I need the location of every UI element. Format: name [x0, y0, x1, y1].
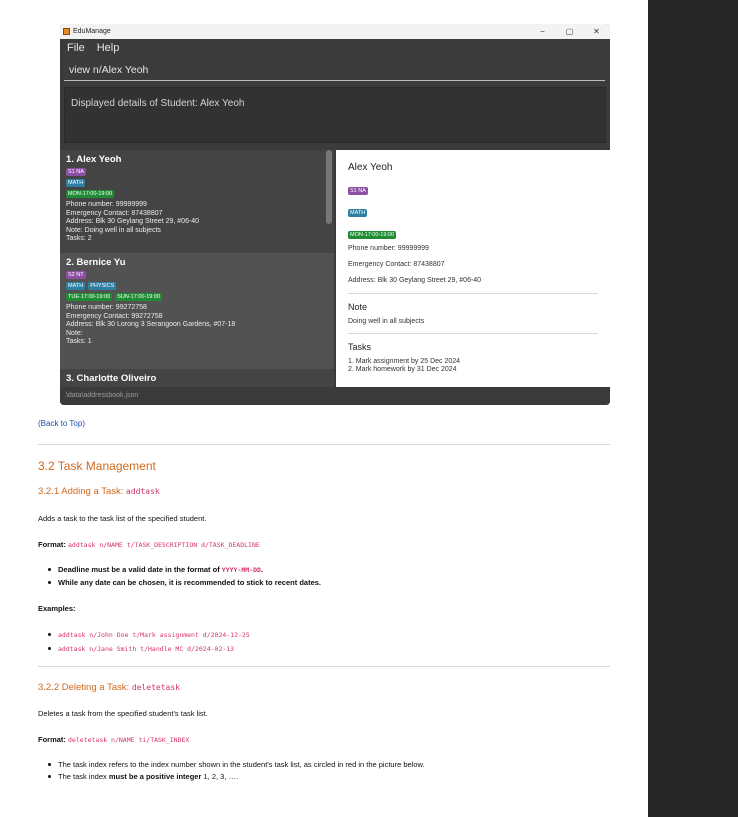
- student-address: Address: Blk 30 Geylang Street 29, #06-40: [66, 218, 200, 225]
- student-note: Note:: [66, 329, 83, 337]
- detail-name: Alex Yeoh: [348, 162, 393, 173]
- back-to-top-link[interactable]: (Back to Top): [38, 419, 85, 428]
- list-scrollbar[interactable]: [326, 150, 332, 224]
- menu-file[interactable]: File: [67, 42, 85, 54]
- delete-description: Deletes a task from the specified student's task list.: [38, 709, 208, 718]
- divider: [348, 333, 598, 334]
- student-card[interactable]: [60, 369, 334, 387]
- menu-bar: [60, 39, 610, 57]
- lesson-tag: SUN-17:00-19:00: [117, 294, 161, 300]
- date-format-code: YYYY-MM-DD: [221, 566, 261, 574]
- app-icon: [63, 28, 70, 35]
- divider: [38, 444, 610, 445]
- add-description: Adds a task to the task list of the specified student.: [38, 514, 207, 523]
- right-dark-panel: [648, 0, 738, 817]
- example-code: addtask n/John Doe t/Mark assignment d/2024-12-25: [58, 631, 250, 639]
- subject-tag: PHYSICS: [90, 283, 115, 289]
- format-label: Format:: [38, 540, 66, 549]
- lesson-tag: TUE-17:00-19:00: [68, 294, 111, 300]
- list-item: [48, 644, 250, 654]
- delete-notes-list: [48, 760, 425, 784]
- examples-list: [48, 630, 250, 658]
- detail-level-tag: S1 NA: [350, 188, 366, 194]
- student-tasks: Tasks: 2: [66, 235, 92, 242]
- heading-code: deletetask: [131, 683, 180, 692]
- detail-address: Address: Blk 30 Geylang Street 29, #06-40: [348, 277, 482, 284]
- detail-note: Doing well in all subjects: [348, 318, 425, 325]
- add-format: [38, 540, 260, 549]
- list-item: [48, 630, 250, 640]
- examples-label: Examples:: [38, 604, 76, 613]
- student-detail-panel: [336, 150, 610, 387]
- subject-tag: MATH: [68, 180, 84, 186]
- detail-note-heading: Note: [348, 302, 368, 312]
- note-text: Deadline must be a valid date in the format of: [58, 565, 220, 574]
- student-phone: Phone number: 99999999: [66, 201, 147, 208]
- note-end: .: [260, 565, 264, 574]
- maximize-button[interactable]: ▢: [565, 27, 574, 36]
- lesson-tag: MON-17:00-19:00: [68, 191, 113, 197]
- heading-code: addtask: [126, 487, 160, 496]
- detail-subject-tag: MATH: [350, 210, 366, 216]
- list-item: [48, 565, 321, 575]
- detail-emergency: Emergency Contact: 87438807: [348, 261, 445, 268]
- list-item: [48, 772, 425, 781]
- detail-lesson-tag: MON-17:00-19:00: [350, 232, 395, 238]
- note-text: 1, 2, 3, ….: [203, 772, 239, 781]
- student-note: Note: Doing well in all subjects: [66, 226, 161, 234]
- divider: [348, 293, 598, 294]
- detail-tasks-heading: Tasks: [348, 342, 372, 352]
- section-heading: 3.2 Task Management: [38, 459, 156, 473]
- divider: [38, 666, 610, 667]
- student-address: Address: Blk 30 Lorong 3 Serangoon Gardens, #07-18: [66, 321, 236, 328]
- example-code: addtask n/Jane Smith t/Handle MC d/2024-02-13: [58, 645, 235, 653]
- list-item: The task index refers to the index number shown in the student's task list, as circled in red in the picture below.: [48, 760, 425, 769]
- student-phone: Phone number: 99272758: [66, 304, 147, 311]
- student-card[interactable]: [60, 253, 334, 369]
- minimize-button[interactable]: −: [540, 27, 545, 36]
- note-text: The task index: [58, 772, 107, 781]
- student-tasks: Tasks: 1: [66, 338, 92, 345]
- subject-tag: MATH: [68, 283, 84, 289]
- delete-format: [38, 735, 189, 744]
- level-tag: S1 NA: [68, 169, 84, 175]
- note-bold: must be a positive integer: [108, 772, 202, 781]
- detail-task-item: 2. Mark homework by 31 Dec 2024: [348, 366, 457, 373]
- close-button[interactable]: ✕: [593, 27, 600, 36]
- student-emergency: Emergency Contact: 87438807: [66, 209, 163, 217]
- format-code: deletetask n/NAME ti/TASK_INDEX: [68, 736, 190, 744]
- list-item: While any date can be chosen, it is recommended to stick to recent dates.: [48, 578, 321, 587]
- student-name: 3. Charlotte Oliveiro: [66, 373, 157, 384]
- student-name: 1. Alex Yeoh: [66, 154, 122, 165]
- student-name: 2. Bernice Yu: [66, 257, 126, 268]
- command-input[interactable]: [64, 61, 605, 81]
- detail-phone: Phone number: 99999999: [348, 245, 429, 252]
- level-tag: S2 NT: [68, 272, 84, 278]
- window-title: EduManage: [73, 28, 111, 35]
- detail-task-item: 1. Mark assignment by 25 Dec 2024: [348, 358, 461, 365]
- heading-text: 3.2.1 Adding a Task:: [38, 486, 124, 497]
- student-list[interactable]: [60, 150, 334, 387]
- student-emergency: Emergency Contact: 99272758: [66, 312, 163, 320]
- add-notes-list: [48, 565, 321, 590]
- title-bar: [60, 24, 610, 39]
- format-label: Format:: [38, 735, 66, 744]
- format-code: addtask n/NAME t/TASK_DESCRIPTION d/TASK_DEADLINE: [68, 541, 260, 549]
- student-card[interactable]: [60, 150, 334, 253]
- subsection-heading-delete: [38, 682, 180, 693]
- edumanage-window: [60, 24, 610, 405]
- subsection-heading-add: [38, 486, 160, 497]
- status-bar: .\data\addressbook.json: [60, 388, 610, 405]
- menu-help[interactable]: Help: [96, 42, 120, 54]
- result-display: Displayed details of Student: Alex Yeoh: [64, 87, 606, 143]
- heading-text: 3.2.2 Deleting a Task:: [38, 682, 130, 693]
